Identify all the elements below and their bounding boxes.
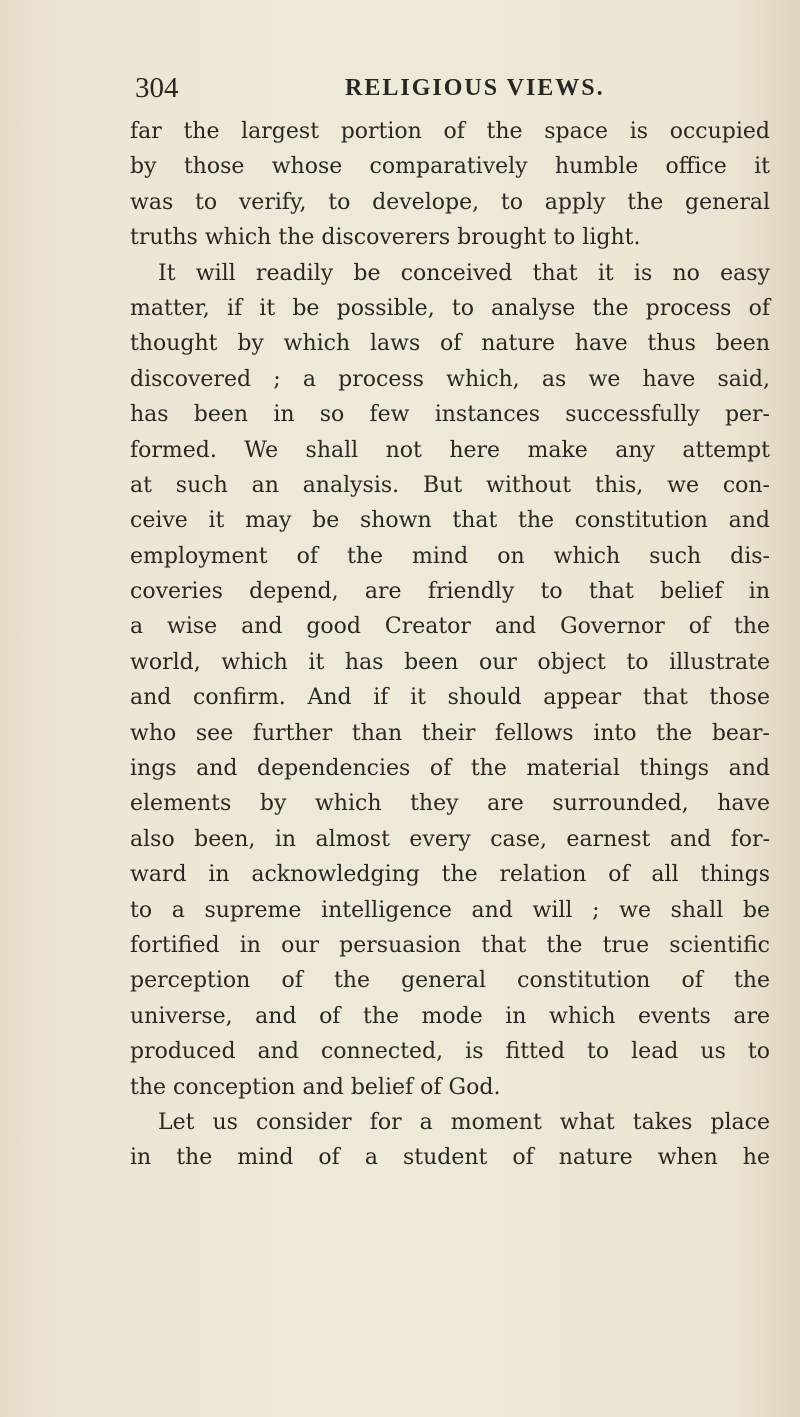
text-line: thought by which laws of nature have thus been: [130, 331, 770, 357]
text-line: fortified in our persuasion that the true scientific: [130, 932, 770, 958]
text-line: formed. We shall not here make any attempt: [130, 437, 770, 463]
text-line: ings and dependencies of the material things and: [130, 756, 770, 782]
text-line: ward in acknowledging the relation of all things: [130, 862, 770, 888]
text-line: at such an analysis. But without this, we con-: [130, 472, 770, 498]
text-line: the conception and belief of God.: [130, 1074, 501, 1100]
text-line: also been, in almost every case, earnest and for-: [130, 826, 770, 852]
text-line: and confirm. And if it should appear that those: [130, 685, 770, 711]
text-line: universe, and of the mode in which events are: [130, 1003, 770, 1029]
text-line: coveries depend, are friendly to that belief in: [130, 579, 770, 605]
text-line: matter, if it be possible, to analyse the process of: [130, 295, 770, 321]
text-line: was to verify, to develope, to apply the general: [130, 189, 770, 215]
text-line: produced and connected, is fitted to lead us to: [130, 1039, 770, 1065]
body-text: [130, 114, 770, 1176]
text-line: employment of the mind on which such dis-: [130, 543, 770, 569]
text-line: in the mind of a student of nature when he: [130, 1145, 770, 1171]
text-line: discovered ; a process which, as we have said,: [130, 366, 770, 392]
page-header: [0, 72, 800, 112]
text-line: It will readily be conceived that it is no easy: [158, 260, 770, 286]
text-line: ceive it may be shown that the constitution and: [130, 508, 770, 534]
text-line: who see further than their fellows into the bear-: [130, 720, 770, 746]
text-line: perception of the general constitution of the: [130, 968, 770, 994]
text-line: elements by which they are surrounded, have: [130, 791, 770, 817]
text-line: to a supreme intelligence and will ; we shall be: [130, 897, 770, 923]
running-head: RELIGIOUS VIEWS.: [345, 75, 605, 101]
text-line: has been in so few instances successfully per-: [130, 402, 770, 428]
text-line: far the largest portion of the space is occupied: [130, 119, 770, 144]
text-line: truths which the discoverers brought to light.: [130, 225, 641, 251]
text-line: a wise and good Creator and Governor of the: [130, 614, 770, 640]
page-number: 304: [135, 72, 179, 104]
text-line: world, which it has been our object to illustrate: [130, 649, 770, 675]
text-line: by those whose comparatively humble office it: [130, 154, 770, 180]
text-line: Let us consider for a moment what takes place: [158, 1109, 770, 1135]
